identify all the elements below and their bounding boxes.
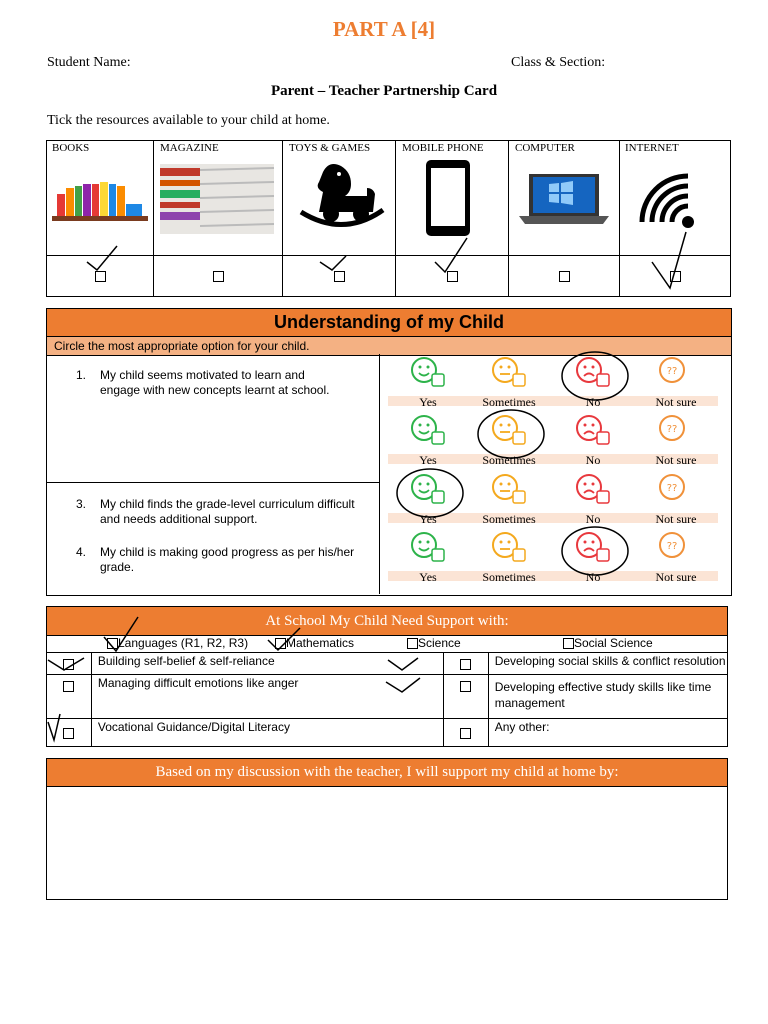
statement-number: 4. xyxy=(76,545,87,559)
statement-3 xyxy=(76,497,361,527)
option-label: No xyxy=(585,570,601,584)
understanding-row-divider xyxy=(46,482,379,483)
svg-text:??: ?? xyxy=(666,483,678,494)
checkbox-cell-phone[interactable] xyxy=(396,256,509,297)
handwritten-circle xyxy=(473,408,549,464)
resource-label: MOBILE PHONE xyxy=(402,142,484,154)
resource-magazine xyxy=(154,141,283,256)
happy-face-thumbs-up-icon[interactable] xyxy=(410,356,450,392)
resource-toys-games xyxy=(283,141,396,256)
option-label: No xyxy=(585,395,601,409)
support-header xyxy=(46,606,728,636)
resources-table xyxy=(46,140,731,297)
checkbox[interactable] xyxy=(334,271,345,282)
subject-languages[interactable] xyxy=(107,636,248,650)
option-label: Sometimes xyxy=(482,453,536,467)
understanding-instruction: Circle the most appropriate option for your child. xyxy=(47,337,731,356)
resource-books xyxy=(47,141,154,256)
checkbox-cell[interactable] xyxy=(47,675,92,719)
checkbox[interactable] xyxy=(107,638,118,649)
support-item-label: Vocational Guidance/Digital Literacy xyxy=(91,719,443,747)
subjects-row xyxy=(46,635,728,653)
resource-label: TOYS & GAMES xyxy=(289,142,371,154)
understanding-divider xyxy=(379,354,380,594)
student-name-label: Student Name: xyxy=(47,55,131,70)
checkbox-cell[interactable] xyxy=(47,653,92,675)
checkbox[interactable] xyxy=(563,638,574,649)
checkbox[interactable] xyxy=(63,659,74,670)
part-title: PART A [4] xyxy=(332,17,436,41)
option-label: Yes xyxy=(419,512,437,526)
support-item-label: Developing social skills & conflict resolution xyxy=(488,653,727,675)
neutral-face-icon[interactable] xyxy=(491,473,531,509)
svg-text:??: ?? xyxy=(666,541,678,552)
rocking-horse-icon xyxy=(283,154,395,234)
checkbox-cell[interactable] xyxy=(443,653,488,675)
option-label: Yes xyxy=(419,395,437,409)
happy-face-thumbs-up-icon[interactable] xyxy=(410,414,450,450)
question-face-icon[interactable] xyxy=(658,531,698,567)
resource-label: BOOKS xyxy=(52,142,90,154)
support-item-label: Any other: xyxy=(488,719,727,747)
checkbox[interactable] xyxy=(670,271,681,282)
statement-text: My child is making good progress as per his/her grade. xyxy=(100,545,355,574)
checkbox-cell-books[interactable] xyxy=(47,256,154,297)
checkbox[interactable] xyxy=(460,681,471,692)
resource-mobile-phone xyxy=(396,141,509,256)
checkbox[interactable] xyxy=(63,728,74,739)
checkbox[interactable] xyxy=(213,271,224,282)
option-label: Yes xyxy=(419,570,437,584)
subject-label: Mathematics xyxy=(286,636,355,650)
subject-mathematics[interactable] xyxy=(275,636,354,650)
option-label: Not sure xyxy=(655,395,697,409)
option-label: Yes xyxy=(419,453,437,467)
wifi-icon xyxy=(620,154,730,234)
laptop-icon xyxy=(509,154,619,234)
statement-4 xyxy=(76,545,361,575)
neutral-face-icon[interactable] xyxy=(491,356,531,392)
support-item-label: Managing difficult emotions like anger xyxy=(91,675,443,719)
checkbox[interactable] xyxy=(559,271,570,282)
question-face-icon[interactable] xyxy=(658,414,698,450)
checkbox-cell[interactable] xyxy=(443,719,488,747)
handwritten-circle xyxy=(557,350,633,406)
option-label: No xyxy=(585,512,601,526)
support-items-table xyxy=(46,652,728,747)
resource-internet xyxy=(620,141,731,256)
home-support-title: Based on my discussion with the teacher, I will support my child at home by: xyxy=(155,764,619,780)
card-title: Parent – Teacher Partnership Card xyxy=(270,83,498,99)
home-support-header xyxy=(46,758,728,787)
checkbox[interactable] xyxy=(275,638,286,649)
resources-instruction: Tick the resources available to your child at home. xyxy=(47,113,330,128)
checkbox[interactable] xyxy=(460,659,471,670)
question-face-icon[interactable] xyxy=(658,473,698,509)
checkbox[interactable] xyxy=(460,728,471,739)
statement-number: 3. xyxy=(76,497,87,511)
option-label: Not sure xyxy=(655,570,697,584)
subject-label: Social Science xyxy=(574,636,653,650)
checkbox-cell[interactable] xyxy=(47,719,92,747)
subject-label: Science xyxy=(418,636,461,650)
statement-1 xyxy=(76,368,346,398)
happy-face-thumbs-up-icon[interactable] xyxy=(410,531,450,567)
sad-face-thumbs-down-icon[interactable] xyxy=(575,473,615,509)
understanding-title: Understanding of my Child xyxy=(47,309,731,337)
checkbox[interactable] xyxy=(95,271,106,282)
option-label: Not sure xyxy=(655,453,697,467)
checkbox[interactable] xyxy=(63,681,74,692)
magazine-icon xyxy=(154,154,282,234)
svg-text:??: ?? xyxy=(666,424,678,435)
sad-face-thumbs-down-icon[interactable] xyxy=(575,414,615,450)
resource-label: MAGAZINE xyxy=(160,142,219,154)
option-label: Sometimes xyxy=(482,395,536,409)
resource-label: INTERNET xyxy=(625,142,679,154)
statement-text: My child seems motivated to learn and engage with new concepts learnt at school. xyxy=(100,368,330,397)
option-label: Sometimes xyxy=(482,512,536,526)
neutral-face-icon[interactable] xyxy=(491,531,531,567)
handwritten-circle xyxy=(557,525,633,581)
class-section-label: Class & Section: xyxy=(511,55,606,70)
statement-text: My child finds the grade-level curriculum difficult and needs additional support. xyxy=(100,497,355,526)
checkbox[interactable] xyxy=(447,271,458,282)
support-item-label: Building self-belief & self-reliance xyxy=(91,653,443,675)
mobile-phone-icon xyxy=(396,154,508,238)
home-support-answer-area[interactable] xyxy=(46,786,728,900)
svg-text:??: ?? xyxy=(666,366,678,377)
subject-science[interactable] xyxy=(407,636,461,650)
resource-label: COMPUTER xyxy=(515,142,575,154)
checkbox-cell-toys[interactable] xyxy=(283,256,396,297)
checkbox[interactable] xyxy=(407,638,418,649)
handwritten-circle xyxy=(392,467,468,523)
checkbox-cell-magazine[interactable] xyxy=(154,256,283,297)
support-title: At School My Child Need Support with: xyxy=(265,613,509,629)
statement-number: 1. xyxy=(76,368,87,382)
subject-label: Languages (R1, R2, R3) xyxy=(118,636,249,650)
subject-social-science[interactable] xyxy=(563,636,653,650)
checkbox-cell[interactable] xyxy=(443,675,488,719)
option-label: No xyxy=(585,453,601,467)
resource-computer xyxy=(509,141,620,256)
checkbox-cell-computer[interactable] xyxy=(509,256,620,297)
option-label: Sometimes xyxy=(482,570,536,584)
books-icon xyxy=(47,154,153,234)
checkbox-cell-internet[interactable] xyxy=(620,256,731,297)
support-item-label: Developing effective study skills like time management xyxy=(488,675,727,719)
question-face-icon[interactable] xyxy=(658,356,698,392)
option-label: Not sure xyxy=(655,512,697,526)
